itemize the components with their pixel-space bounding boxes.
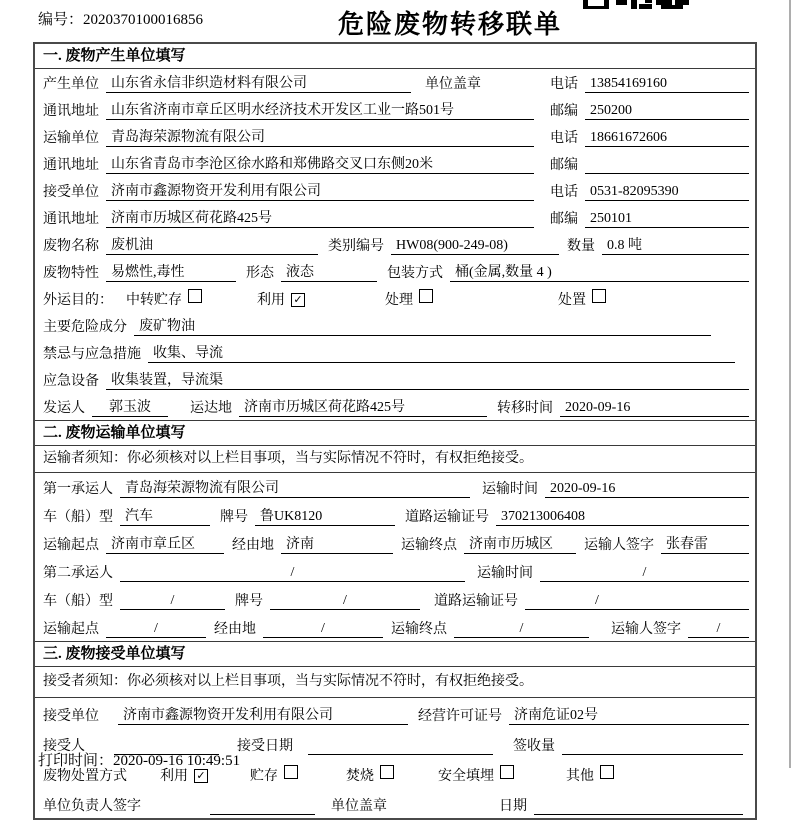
license-value: 济南危证02号 <box>509 707 749 725</box>
row-responsible-signature <box>35 788 755 818</box>
address-value: 山东省青岛市李沧区徐水路和郑佛路交叉口东侧20米 <box>106 156 534 174</box>
print-time <box>38 749 240 770</box>
responsible-sign-value <box>210 797 315 815</box>
checkbox-transit-storage <box>188 289 202 303</box>
terminus-label: 运输终点 <box>401 538 457 553</box>
option-transit-storage <box>126 289 202 309</box>
taboo-value: 收集、导流 <box>148 345 735 363</box>
row-vehicle-1 <box>35 501 755 529</box>
origin-label: 运输起点 <box>43 622 99 637</box>
receiver-notice: 接受者须知：你必须核对以上栏目事项，当与实际情况不符时，有权拒绝接受。 <box>35 667 755 698</box>
row-shipper <box>35 393 755 420</box>
option-label: 处置 <box>558 293 586 308</box>
carrier-sign-value: / <box>688 620 749 638</box>
producer-label: 产生单位 <box>43 77 99 92</box>
option-label: 贮存 <box>250 769 278 784</box>
checkbox-utilize: ✓ <box>291 293 305 307</box>
row-receiver-address <box>35 204 755 231</box>
form-value: 液态 <box>281 264 377 282</box>
receive-date-value <box>308 737 493 755</box>
hazard-value: 废矿物油 <box>134 318 711 336</box>
page-edge-divider <box>789 0 791 768</box>
zip-label: 邮编 <box>550 104 578 119</box>
transfer-date-value: 2020-09-16 <box>560 399 749 417</box>
date-value <box>534 797 743 815</box>
category-label: 类别编号 <box>328 239 384 254</box>
row-first-carrier <box>35 473 755 501</box>
checkbox-utilize: ✓ <box>194 769 208 783</box>
address-label: 通讯地址 <box>43 104 99 119</box>
serial-value: 2020370100016856 <box>83 12 204 28</box>
transporter-notice: 运输者须知：你必须核对以上栏目事项，当与实际情况不符时，有权拒绝接受。 <box>35 446 755 473</box>
quantity-value: 0.8 吨 <box>602 237 749 255</box>
option-label: 利用 <box>160 769 188 784</box>
checkbox-storage <box>284 765 298 779</box>
transfer-date-label: 转移时间 <box>497 401 553 416</box>
quantity-label: 数量 <box>567 239 595 254</box>
carrier-value: / <box>120 564 465 582</box>
row-route-2 <box>35 613 755 641</box>
shipper-value: 郭玉波 <box>92 399 168 417</box>
print-time-label: 打印时间： <box>38 753 114 769</box>
carrier-sign-value: 张春雷 <box>661 536 749 554</box>
address-label: 通讯地址 <box>43 212 99 227</box>
road-permit-label: 道路运输证号 <box>434 594 518 609</box>
option-label: 焚烧 <box>346 769 374 784</box>
carrier-label: 第一承运人 <box>43 482 113 497</box>
row-receiver <box>35 177 755 204</box>
row-producer <box>35 69 755 96</box>
plate-value: 鲁UK8120 <box>255 508 395 526</box>
receiving-unit-label: 接受单位 <box>43 709 99 724</box>
carrier-label: 第二承运人 <box>43 566 113 581</box>
row-producer-address <box>35 96 755 123</box>
character-label: 废物特性 <box>43 266 99 281</box>
section3-heading: 三. 废物接受单位填写 <box>35 641 755 667</box>
transport-time-value: / <box>540 564 749 582</box>
receiving-unit-value: 济南市鑫源物资开发利用有限公司 <box>118 707 408 725</box>
row-hazard-component <box>35 312 755 339</box>
option-label: 利用 <box>257 293 285 308</box>
transport-time-value: 2020-09-16 <box>545 480 749 498</box>
option-dispose <box>558 289 606 309</box>
via-value: 济南 <box>281 536 393 554</box>
phone-value: 0531-82095390 <box>585 183 749 201</box>
responsible-sign-label: 单位负责人签字 <box>43 799 141 814</box>
row-vehicle-2 <box>35 585 755 613</box>
receiver-value: 济南市鑫源物资开发利用有限公司 <box>106 183 534 201</box>
row-waste-name <box>35 231 755 258</box>
origin-label: 运输起点 <box>43 538 99 553</box>
option-label: 处理 <box>385 293 413 308</box>
row-route-1 <box>35 529 755 557</box>
destination-value: 济南市历城区荷花路425号 <box>239 399 487 417</box>
terminus-value: 济南市历城区 <box>464 536 576 554</box>
zip-value: 250101 <box>585 210 749 228</box>
zip-value <box>585 156 749 174</box>
option-incinerate <box>346 765 394 785</box>
received-amount-value <box>562 737 743 755</box>
unit-seal-label: 单位盖章 <box>331 799 387 814</box>
hazard-label: 主要危险成分 <box>43 320 127 335</box>
section1-heading: 一. 废物产生单位填写 <box>35 44 755 69</box>
option-landfill <box>438 765 514 785</box>
packing-label: 包装方式 <box>387 266 443 281</box>
vehicle-type-value: 汽车 <box>120 508 210 526</box>
option-label: 安全填埋 <box>438 769 494 784</box>
vehicle-type-label: 车（船）型 <box>43 594 113 609</box>
receiver-label: 接受单位 <box>43 185 99 200</box>
print-time-value: 2020-09-16 10:49:51 <box>113 753 241 769</box>
transport-time-label: 运输时间 <box>477 566 533 581</box>
address-value: 济南市历城区荷花路425号 <box>106 210 534 228</box>
producer-value: 山东省永信非织造材料有限公司 <box>106 75 411 93</box>
shipper-label: 发运人 <box>43 401 85 416</box>
date-label: 日期 <box>499 799 527 814</box>
via-label: 经由地 <box>214 622 256 637</box>
row-taboo-measures <box>35 339 755 366</box>
receive-date-label: 接受日期 <box>237 739 293 754</box>
phone-label: 电话 <box>550 185 578 200</box>
option-treat <box>385 289 433 309</box>
zip-value: 250200 <box>585 102 749 120</box>
row-receiving-unit <box>35 698 755 728</box>
transporter-value: 青岛海荣源物流有限公司 <box>106 129 534 147</box>
carrier-sign-label: 运输人签字 <box>584 538 654 553</box>
origin-value: 济南市章丘区 <box>106 536 224 554</box>
row-transporter-address <box>35 150 755 177</box>
checkbox-dispose <box>592 289 606 303</box>
character-value: 易燃性,毒性 <box>106 264 236 282</box>
phone-value: 18661672606 <box>585 129 749 147</box>
section2-heading: 二. 废物运输单位填写 <box>35 420 755 446</box>
waste-name-label: 废物名称 <box>43 239 99 254</box>
page-title: 危险废物转移联单 <box>337 10 562 39</box>
phone-label: 电话 <box>550 77 578 92</box>
option-utilize <box>257 292 305 309</box>
via-label: 经由地 <box>232 538 274 553</box>
packing-value: 桶(金属,数量 4 ) <box>450 264 749 282</box>
address-value: 山东省济南市章丘区明水经济技术开发区工业一路501号 <box>106 102 534 120</box>
transport-time-label: 运输时间 <box>482 482 538 497</box>
terminus-value: / <box>454 620 589 638</box>
road-permit-value: 370213006408 <box>496 508 749 526</box>
manifest-form <box>33 42 757 820</box>
option-other <box>566 765 614 785</box>
taboo-label: 禁忌与应急措施 <box>43 347 141 362</box>
row-transfer-purpose <box>35 285 755 312</box>
received-amount-label: 签收量 <box>513 739 555 754</box>
vehicle-type-value: / <box>120 592 225 610</box>
checkbox-landfill <box>500 765 514 779</box>
seal-label: 单位盖章 <box>425 77 481 92</box>
doc-header <box>0 0 796 42</box>
carrier-value: 青岛海荣源物流有限公司 <box>120 480 470 498</box>
option-storage <box>250 765 298 785</box>
category-value: HW08(900-249-08) <box>391 237 559 255</box>
row-emergency-equipment <box>35 366 755 393</box>
terminus-label: 运输终点 <box>391 622 447 637</box>
carrier-sign-label: 运输人签字 <box>611 622 681 637</box>
address-label: 通讯地址 <box>43 158 99 173</box>
phone-label: 电话 <box>550 131 578 146</box>
waste-name-value: 废机油 <box>106 237 318 255</box>
form-label: 形态 <box>246 266 274 281</box>
zip-label: 邮编 <box>550 158 578 173</box>
vehicle-type-label: 车（船）型 <box>43 510 113 525</box>
destination-label: 运达地 <box>190 401 232 416</box>
zip-label: 邮编 <box>550 212 578 227</box>
road-permit-label: 道路运输证号 <box>405 510 489 525</box>
phone-value: 13854169160 <box>585 75 749 93</box>
checkbox-incinerate <box>380 765 394 779</box>
equipment-label: 应急设备 <box>43 374 99 389</box>
purpose-label: 外运目的： <box>43 293 113 308</box>
option-label: 其他 <box>566 769 594 784</box>
option-label: 中转贮存 <box>126 293 182 308</box>
plate-label: 牌号 <box>235 594 263 609</box>
row-second-carrier <box>35 557 755 585</box>
license-label: 经营许可证号 <box>418 709 502 724</box>
disposal-label: 废物处置方式 <box>43 769 127 784</box>
row-transporter <box>35 123 755 150</box>
road-permit-value: / <box>525 592 749 610</box>
plate-label: 牌号 <box>220 510 248 525</box>
plate-value: / <box>270 592 420 610</box>
via-value: / <box>263 620 383 638</box>
origin-value: / <box>106 620 206 638</box>
checkbox-other <box>600 765 614 779</box>
recipient-label: 接受人 <box>43 739 85 754</box>
option-utilize <box>160 768 208 785</box>
equipment-value: 收集装置，导流渠 <box>106 372 749 390</box>
qr-code-icon <box>583 0 689 9</box>
serial-label: 编号： <box>38 12 84 28</box>
transporter-label: 运输单位 <box>43 131 99 146</box>
row-waste-character <box>35 258 755 285</box>
checkbox-treat <box>419 289 433 303</box>
